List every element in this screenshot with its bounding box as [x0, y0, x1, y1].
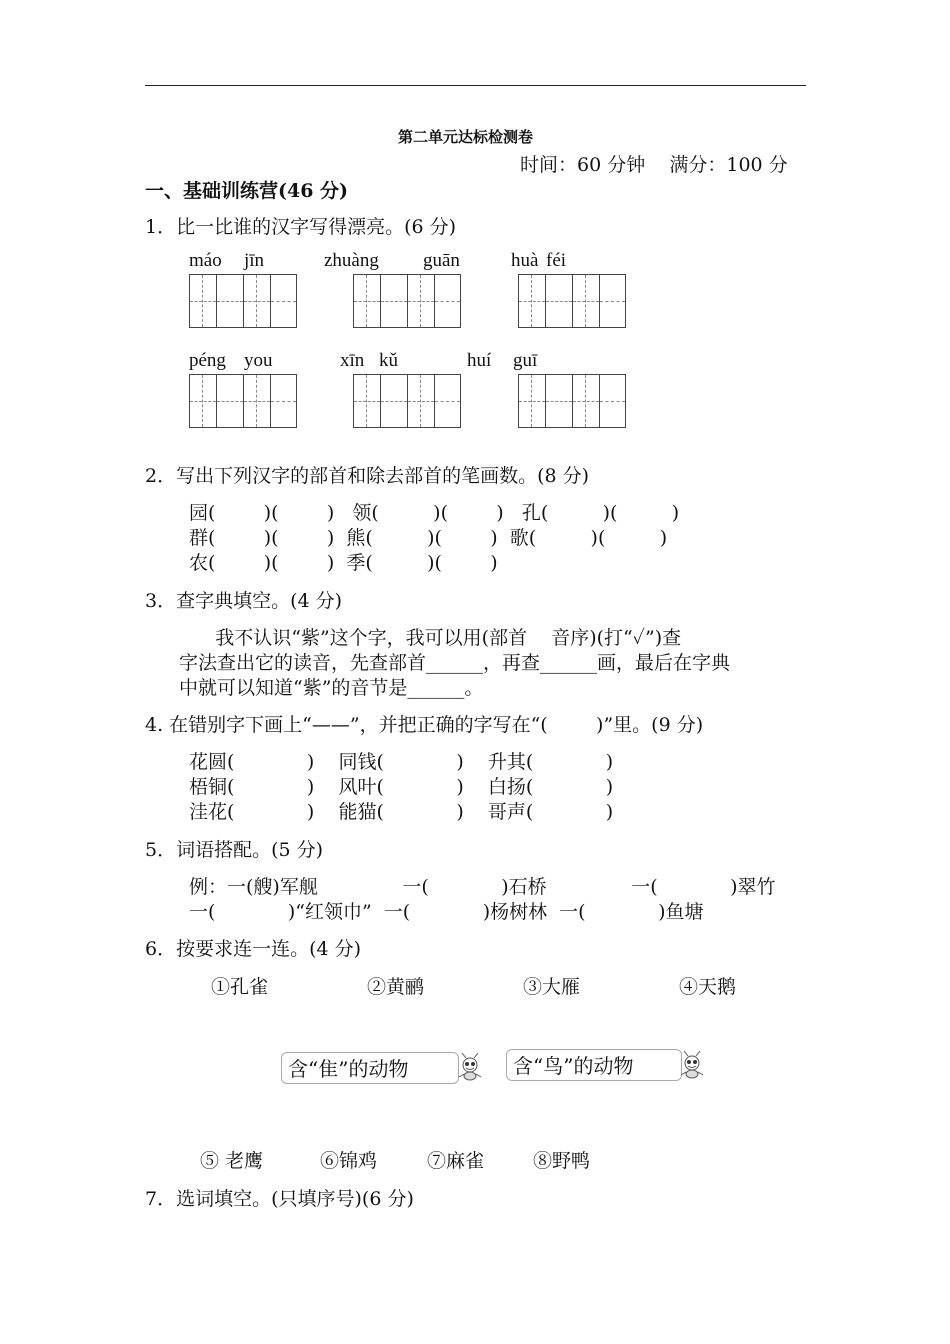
q4-line[interactable]: 花圆( ) 同钱( ) 升其( ) [189, 751, 614, 773]
pinyin: péng [189, 350, 226, 371]
q5-line[interactable]: 一( )“红领巾” 一( )杨树林 一( )鱼塘 [189, 901, 704, 923]
q3-line[interactable]: 字法查出它的读音，先查部首______，再查______画，最后在字典 [179, 652, 731, 674]
animal-item[interactable]: ③大雁 [523, 976, 581, 998]
writing-grid[interactable] [189, 274, 297, 328]
category-tag-zhui[interactable]: 含“隹”的动物 [281, 1052, 459, 1084]
writing-grid[interactable] [518, 374, 626, 428]
cartoon-bug-icon [678, 1050, 706, 1080]
animal-item[interactable]: ⑧野鸭 [533, 1150, 591, 1172]
cartoon-bug-icon [456, 1052, 484, 1082]
q3-prompt: 3．查字典填空。(4 分) [145, 590, 343, 612]
animal-item[interactable]: ④天鹅 [679, 976, 737, 998]
animal-item[interactable]: ⑦麻雀 [427, 1150, 485, 1172]
animal-item[interactable]: ①孔雀 [211, 976, 269, 998]
animal-item[interactable]: ②黄鹂 [367, 976, 425, 998]
q7-prompt: 7．选词填空。(只填序号)(6 分) [145, 1188, 414, 1210]
writing-grid[interactable] [518, 274, 626, 328]
writing-grid[interactable] [353, 274, 461, 328]
pinyin: kǔ [379, 350, 398, 371]
animal-item[interactable]: ⑥锦鸡 [320, 1150, 378, 1172]
pinyin: huà [511, 250, 539, 271]
pinyin: zhuàng [324, 250, 379, 271]
q4-prompt: 4. 在错别字下画上“——”，并把正确的字写在“( )”里。(9 分) [145, 714, 704, 736]
q1-prompt: 1．比一比谁的汉字写得漂亮。(6 分) [145, 216, 457, 238]
writing-grid[interactable] [353, 374, 461, 428]
category-tag-niao[interactable]: 含“鸟”的动物 [506, 1049, 682, 1081]
q5-line[interactable]: 例：一(艘)军舰 一( )石桥 一( )翠竹 [189, 876, 776, 898]
time-score-info: 时间：60 分钟 满分：100 分 [520, 154, 788, 176]
pinyin: máo [189, 250, 222, 271]
q2-line[interactable]: 群( )( ) 熊( )( ) 歌( )( ) [189, 527, 668, 549]
pinyin: guān [423, 250, 460, 271]
q3-line[interactable]: 中就可以知道“紫”的音节是______。 [179, 677, 484, 699]
header-rule [145, 85, 806, 86]
pinyin: jīn [244, 250, 265, 271]
pinyin: guī [513, 350, 538, 371]
section-heading: 一、基础训练营(46 分) [145, 180, 349, 202]
page-title: 第二单元达标检测卷 [398, 128, 534, 146]
q6-prompt: 6．按要求连一连。(4 分) [145, 938, 362, 960]
q2-line[interactable]: 农( )( ) 季( )( ) [189, 552, 498, 574]
q2-line[interactable]: 园( )( ) 领( )( ) 孔( )( ) [189, 502, 680, 524]
q4-line[interactable]: 洼花( ) 能猫( ) 哥声( ) [189, 801, 614, 823]
writing-grid[interactable] [189, 374, 297, 428]
pinyin: you [244, 350, 273, 371]
q2-prompt: 2．写出下列汉字的部首和除去部首的笔画数。(8 分) [145, 465, 590, 487]
pinyin: xīn [340, 350, 365, 371]
q4-line[interactable]: 梧铜( ) 风叶( ) 白扬( ) [189, 776, 614, 798]
pinyin: huí [467, 350, 492, 371]
pinyin: féi [546, 250, 567, 271]
animal-item[interactable]: ⑤ 老鹰 [200, 1150, 264, 1172]
q5-prompt: 5．词语搭配。(5 分) [145, 839, 324, 861]
q3-line[interactable]: 我不认识“紫”这个字，我可以用(部首 音序)(打“✓”)查 [179, 627, 682, 649]
